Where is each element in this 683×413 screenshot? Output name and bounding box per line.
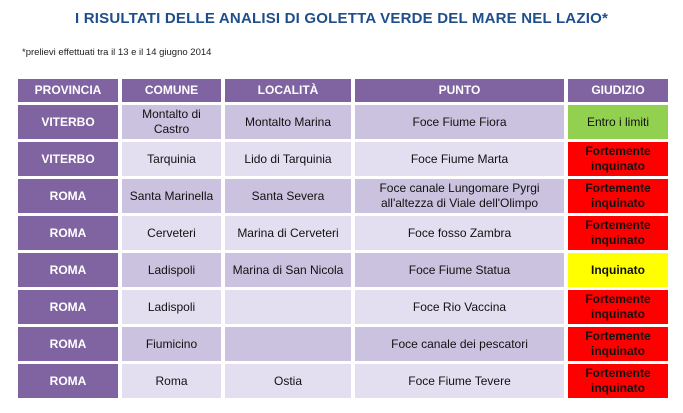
punto-cell: Foce canale Lungomare Pyrgi all'altezza di Viale dell'Olimpo (355, 179, 564, 213)
comune-cell: Ladispoli (122, 253, 221, 287)
table-row (18, 327, 668, 361)
punto-cell: Foce Rio Vaccina (355, 290, 564, 324)
provincia-cell: ROMA (18, 216, 118, 250)
table-row (18, 364, 668, 398)
comune-cell: Tarquinia (122, 142, 221, 176)
localita-cell (225, 290, 351, 324)
table-row (18, 179, 668, 213)
header-comune: COMUNE (122, 79, 221, 102)
provincia-cell: ROMA (18, 290, 118, 324)
provincia-cell: ROMA (18, 179, 118, 213)
localita-cell: Lido di Tarquinia (225, 142, 351, 176)
giudizio-cell: Fortemente inquinato (568, 142, 668, 176)
comune-cell: Ladispoli (122, 290, 221, 324)
provincia-cell: VITERBO (18, 105, 118, 139)
punto-cell: Foce fosso Zambra (355, 216, 564, 250)
comune-cell: Fiumicino (122, 327, 221, 361)
header-row (18, 79, 668, 102)
punto-cell: Foce Fiume Marta (355, 142, 564, 176)
provincia-cell: VITERBO (18, 142, 118, 176)
comune-cell: Roma (122, 364, 221, 398)
giudizio-cell: Fortemente inquinato (568, 327, 668, 361)
localita-cell (225, 327, 351, 361)
page-title: I RISULTATI DELLE ANALISI DI GOLETTA VERDE DEL MARE NEL LAZIO* (75, 10, 608, 27)
giudizio-cell: Fortemente inquinato (568, 179, 668, 213)
giudizio-cell: Fortemente inquinato (568, 364, 668, 398)
table-row (18, 105, 668, 139)
localita-cell: Montalto Marina (225, 105, 351, 139)
punto-cell: Foce canale dei pescatori (355, 327, 564, 361)
provincia-cell: ROMA (18, 364, 118, 398)
header-punto: PUNTO (355, 79, 564, 102)
giudizio-cell: Fortemente inquinato (568, 216, 668, 250)
punto-cell: Foce Fiume Fiora (355, 105, 564, 139)
localita-cell: Marina di San Nicola (225, 253, 351, 287)
table-row (18, 253, 668, 287)
header-giudizio: GIUDIZIO (568, 79, 668, 102)
comune-cell: Montalto di Castro (122, 105, 221, 139)
giudizio-cell: Fortemente inquinato (568, 290, 668, 324)
giudizio-cell: Inquinato (568, 253, 668, 287)
comune-cell: Cerveteri (122, 216, 221, 250)
provincia-cell: ROMA (18, 327, 118, 361)
table-row (18, 142, 668, 176)
provincia-cell: ROMA (18, 253, 118, 287)
comune-cell: Santa Marinella (122, 179, 221, 213)
sampling-note: *prelievi effettuati tra il 13 e il 14 giugno 2014 (22, 47, 212, 58)
header-localita: LOCALITÀ (225, 79, 351, 102)
localita-cell: Marina di Cerveteri (225, 216, 351, 250)
punto-cell: Foce Fiume Statua (355, 253, 564, 287)
results-table (14, 76, 672, 401)
table-row (18, 216, 668, 250)
giudizio-cell: Entro i limiti (568, 105, 668, 139)
localita-cell: Santa Severa (225, 179, 351, 213)
table-row (18, 290, 668, 324)
localita-cell: Ostia (225, 364, 351, 398)
punto-cell: Foce Fiume Tevere (355, 364, 564, 398)
header-provincia: PROVINCIA (18, 79, 118, 102)
